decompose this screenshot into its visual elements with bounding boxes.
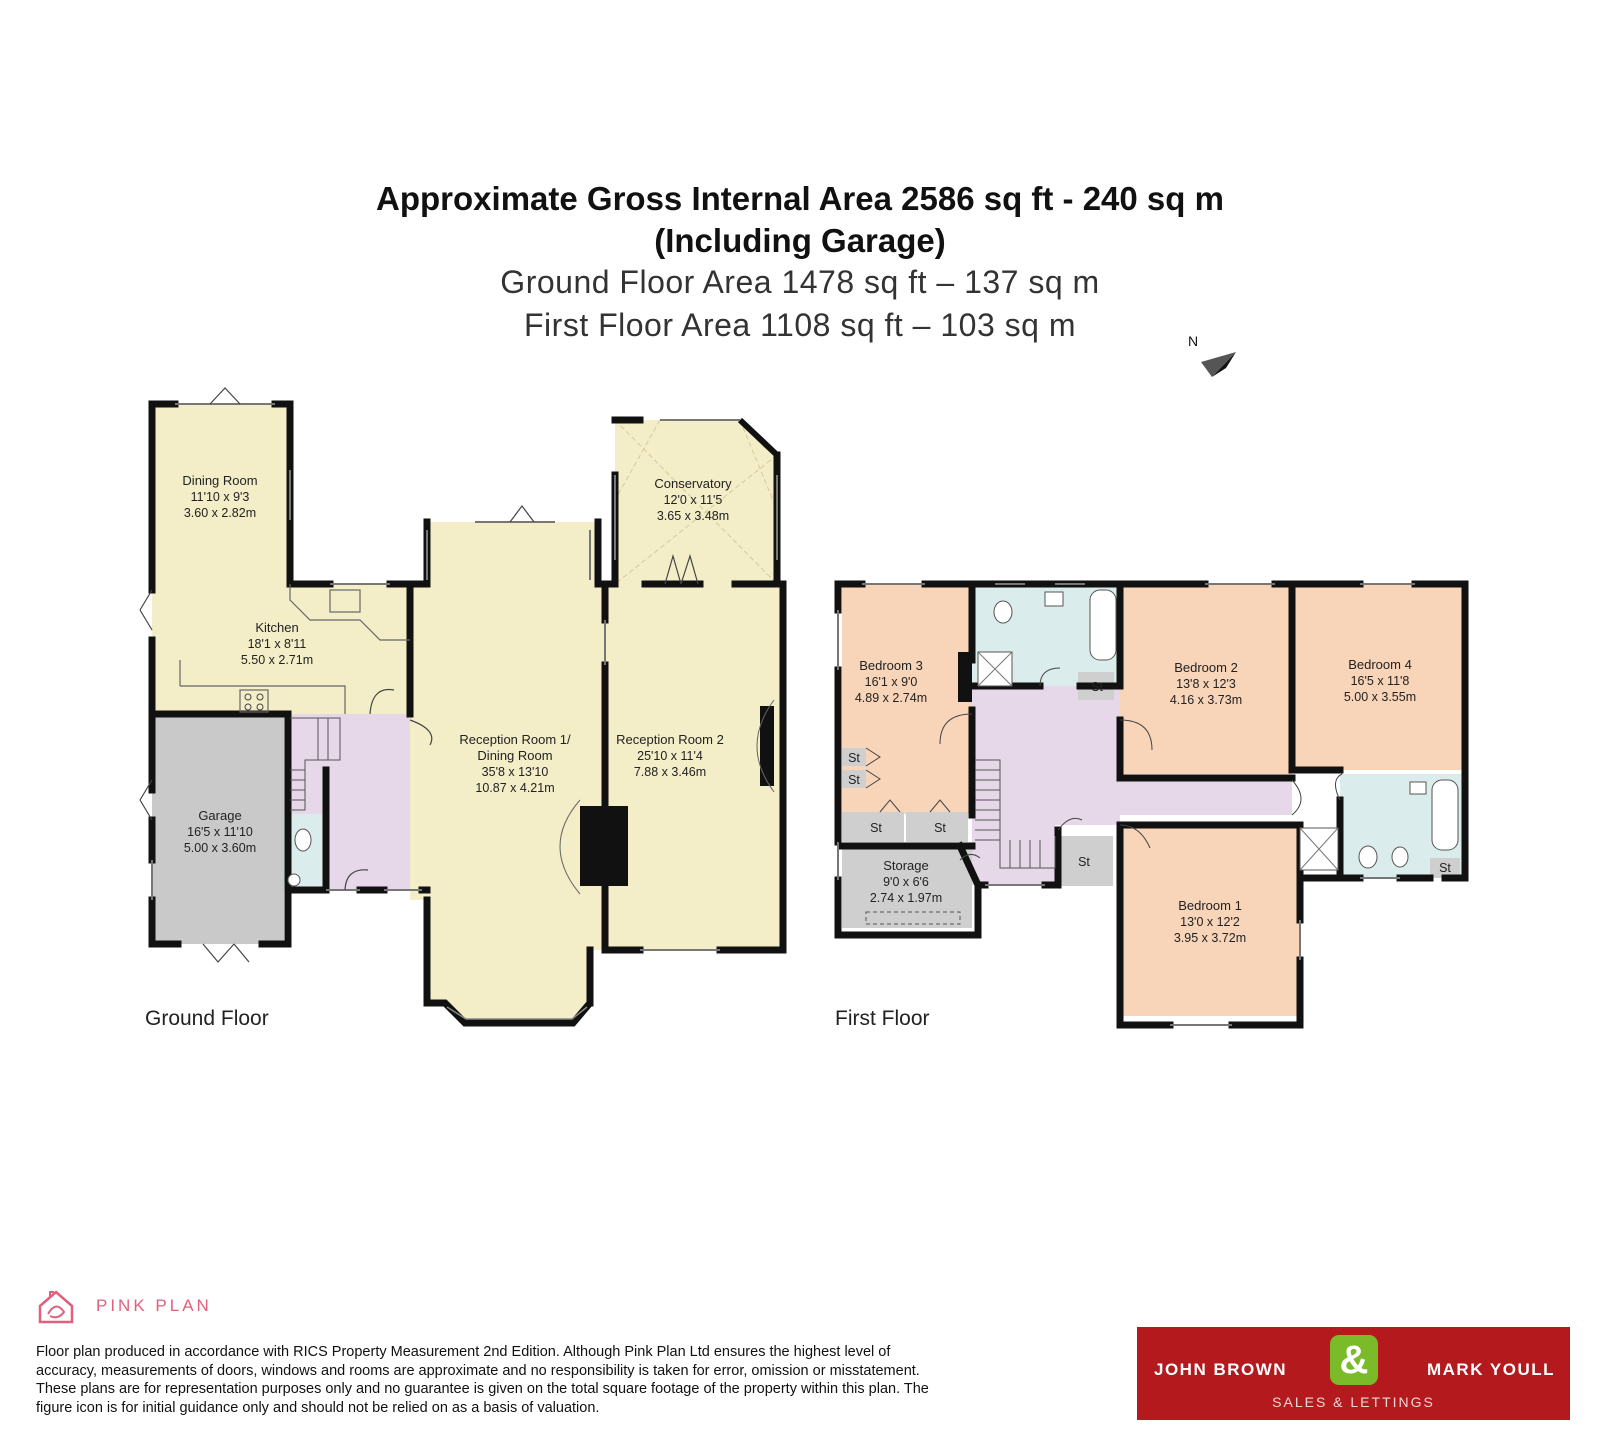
room-label-bedroom2: Bedroom 2 [1174,660,1238,675]
ground-floor-plan [140,388,783,1030]
room-size-imperial: 11'10 x 9'3 [190,490,250,504]
room-label-reception1: Reception Room 1/ [459,732,571,747]
fireplace-icon [580,806,628,886]
room-size-metric: 4.16 x 3.73m [1169,693,1243,707]
agent-name-1: JOHN BROWN [1154,1360,1288,1379]
room-size-metric: 5.00 x 3.55m [1343,690,1417,704]
compass-label: N [1188,333,1199,349]
chimney-breast-icon [958,652,972,702]
store-label: St [848,751,860,765]
agent-logo [1137,1327,1570,1420]
room-size-metric: 3.60 x 2.82m [183,506,257,520]
room-size-metric: 3.65 x 3.48m [656,509,730,523]
area-heading: Approximate Gross Internal Area 2586 sq ft - 240 sq m [376,180,1224,217]
room-size-metric: 10.87 x 4.21m [475,781,555,795]
room-label-garage: Garage [198,808,242,823]
ground-floor-label: Ground Floor [145,1007,269,1030]
first-floor-label: First Floor [835,1007,930,1030]
room-size-metric: 4.89 x 2.74m [854,691,928,705]
room-size-imperial: 35'8 x 13'10 [481,765,549,779]
north-compass-icon [1188,333,1236,377]
room-label-bedroom3: Bedroom 3 [859,658,923,673]
pink-plan-brand: PINK PLAN [96,1296,212,1315]
store-label: St [1439,861,1451,875]
store-label: St [848,773,860,787]
room-size-imperial: 12'0 x 11'5 [663,493,723,507]
agent-name-2: MARK YOULL [1426,1360,1555,1379]
agent-tagline: SALES & LETTINGS [1272,1394,1435,1410]
room-size-metric: 3.95 x 3.72m [1173,931,1247,945]
room-size-metric: 5.00 x 3.60m [183,841,257,855]
room-label-reception2: Reception Room 2 [616,732,724,747]
fireplace-icon-2 [760,706,774,786]
store-label: St [1078,855,1090,869]
room-size-metric: 7.88 x 3.46m [633,765,707,779]
disclaimer-text: Floor plan produced in accordance with RICS Property Measurement 2nd Edition. Although Pink Plan Ltd ensures the highest level of accuracy, measurements of doors, windows and rooms are approximate and no responsibility is taken for error, omission or misstatement. These plans are for representation purposes only and no guarantee is given on the total square footage of the property within this plan. The figure icon is for initial guidance only and should not be relied on as a basis of valuation. [36,1344,929,1416]
room-label-storage: Storage [883,858,929,873]
store-label: St [934,821,946,835]
room-size-imperial: 16'5 x 11'8 [1350,674,1410,688]
room-label-reception1-line2: Dining Room [477,748,553,763]
room-label-kitchen: Kitchen [255,620,299,635]
room-label-bedroom4: Bedroom 4 [1348,657,1412,672]
ground-floor-area: Ground Floor Area 1478 sq ft – 137 sq m [500,264,1100,300]
room-label-conservatory: Conservatory [654,476,732,491]
first-floor-area: First Floor Area 1108 sq ft – 103 sq m [524,307,1076,343]
room-size-imperial: 16'1 x 9'0 [864,675,918,689]
room-size-imperial: 16'5 x 11'10 [187,825,253,839]
room-label-dining: Dining Room [182,473,258,488]
room-size-imperial: 9'0 x 6'6 [883,875,929,889]
area-heading-note: (Including Garage) [654,222,946,259]
room-size-imperial: 18'1 x 8'11 [247,637,307,651]
room-label-bedroom1: Bedroom 1 [1178,898,1242,913]
agent-ampersand: & [1330,1335,1378,1385]
store-label: St [1091,680,1103,694]
room-size-metric: 5.50 x 2.71m [240,653,314,667]
store-label: St [870,821,882,835]
room-size-imperial: 13'8 x 12'3 [1176,677,1236,691]
first-floor-plan [835,584,1465,1030]
room-size-metric: 2.74 x 1.97m [869,891,943,905]
room-size-imperial: 25'10 x 11'4 [637,749,703,763]
room-size-imperial: 13'0 x 12'2 [1180,915,1240,929]
